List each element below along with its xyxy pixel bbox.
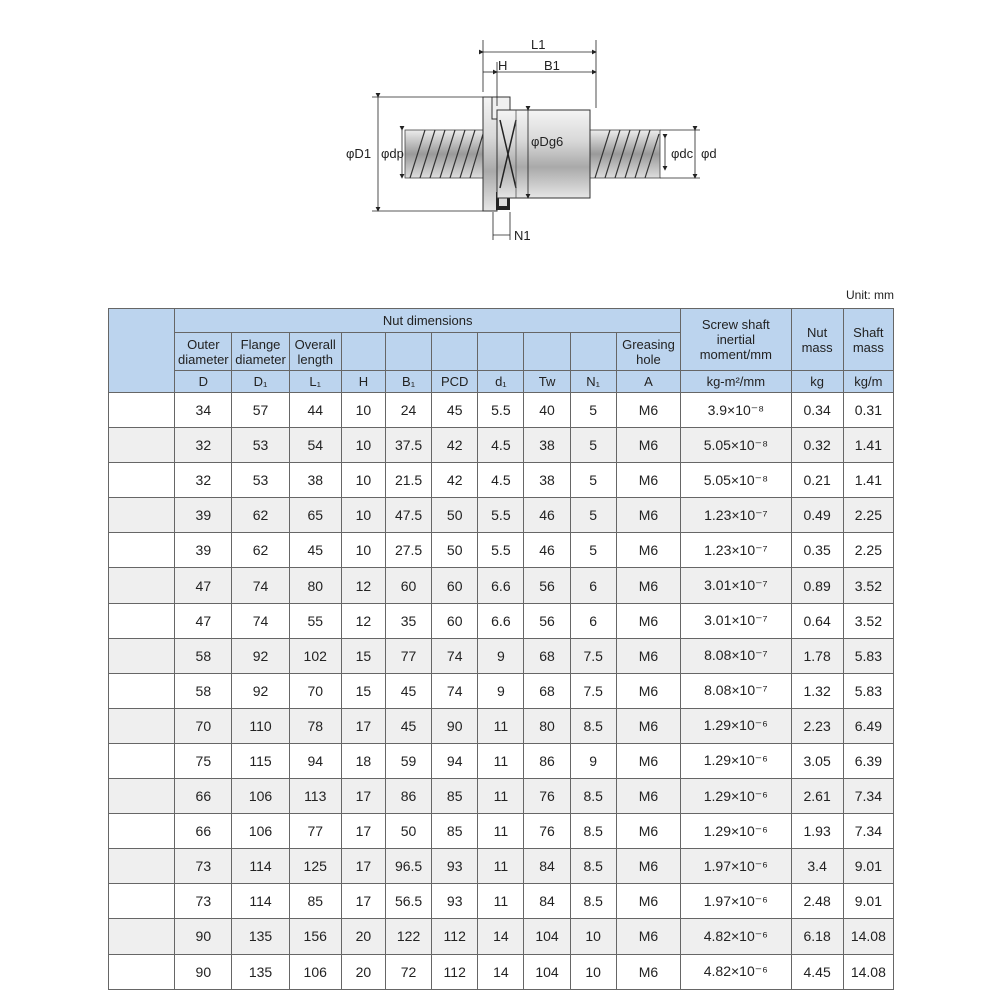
symbol-header-cell: Tw (524, 371, 570, 393)
screw-shaft-right (590, 130, 660, 178)
table-cell: 45 (385, 673, 431, 708)
table-cell: 114 (232, 849, 289, 884)
table-cell: 17 (341, 849, 385, 884)
table-cell: 14.08 (843, 954, 893, 989)
row-label-cell (109, 638, 175, 673)
table-cell: 7.34 (843, 814, 893, 849)
table-cell: 11 (478, 849, 524, 884)
table-cell: 45 (432, 393, 478, 428)
outer-diameter-header: Outer diameter (175, 333, 232, 371)
table-cell: 1.32 (791, 673, 843, 708)
table-cell: 40 (524, 393, 570, 428)
table-cell: 74 (232, 603, 289, 638)
table-cell: 8.08×10⁻⁷ (681, 638, 791, 673)
label-d: φd (701, 146, 717, 161)
table-cell: M6 (616, 533, 680, 568)
table-cell: 2.23 (791, 708, 843, 743)
table-cell: 37.5 (385, 428, 431, 463)
table-cell: 58 (175, 673, 232, 708)
table-cell: 14 (478, 919, 524, 954)
table-cell: 39 (175, 533, 232, 568)
table-cell: 1.29×10⁻⁶ (681, 708, 791, 743)
table-cell: 5.5 (478, 393, 524, 428)
table-cell: 15 (341, 638, 385, 673)
row-label-cell (109, 393, 175, 428)
table-cell: 8.5 (570, 814, 616, 849)
table-cell: 7.34 (843, 779, 893, 814)
table-cell: 45 (385, 708, 431, 743)
table-cell: 7.5 (570, 638, 616, 673)
table-cell: M6 (616, 498, 680, 533)
table-cell: 74 (432, 638, 478, 673)
table-cell: 3.52 (843, 568, 893, 603)
table-cell: 93 (432, 849, 478, 884)
table-cell: 1.29×10⁻⁶ (681, 814, 791, 849)
table-cell: 11 (478, 779, 524, 814)
table-cell: 11 (478, 884, 524, 919)
symbol-header-cell: kg-m²/mm (681, 371, 791, 393)
table-cell: M6 (616, 603, 680, 638)
table-cell: 44 (289, 393, 341, 428)
table-cell: 10 (570, 954, 616, 989)
table-cell: 1.78 (791, 638, 843, 673)
table-cell: 27.5 (385, 533, 431, 568)
table-cell: M6 (616, 919, 680, 954)
table-cell: 1.41 (843, 463, 893, 498)
table-cell: 9 (478, 638, 524, 673)
label-L1: L1 (531, 37, 546, 52)
table-cell: 76 (524, 779, 570, 814)
row-label-cell (109, 743, 175, 778)
table-cell: 110 (232, 708, 289, 743)
symbol-header-cell: kg (791, 371, 843, 393)
table-cell: 6 (570, 568, 616, 603)
table-cell: 14.08 (843, 919, 893, 954)
table-cell: 56 (524, 603, 570, 638)
table-cell: 85 (432, 814, 478, 849)
table-cell: 42 (432, 463, 478, 498)
table-cell: 4.82×10⁻⁶ (681, 954, 791, 989)
table-cell: 73 (175, 849, 232, 884)
table-cell: 85 (289, 884, 341, 919)
table-cell: 0.35 (791, 533, 843, 568)
label-N1: N1 (514, 228, 531, 243)
table-cell: 35 (385, 603, 431, 638)
table-cell: 68 (524, 673, 570, 708)
table-cell: M6 (616, 884, 680, 919)
table-cell: 1.29×10⁻⁶ (681, 743, 791, 778)
table-cell: M6 (616, 814, 680, 849)
table-cell: 12 (341, 603, 385, 638)
table-cell: 156 (289, 919, 341, 954)
table-cell: 94 (289, 743, 341, 778)
table-cell: 11 (478, 814, 524, 849)
table-cell: 1.23×10⁻⁷ (681, 533, 791, 568)
table-cell: 102 (289, 638, 341, 673)
table-row (109, 884, 894, 919)
table-row (109, 428, 894, 463)
table-cell: 94 (432, 743, 478, 778)
table-cell: 96.5 (385, 849, 431, 884)
table-cell: 0.64 (791, 603, 843, 638)
row-label-cell (109, 779, 175, 814)
row-label-cell (109, 463, 175, 498)
row-label-cell (109, 428, 175, 463)
table-cell: 77 (289, 814, 341, 849)
table-cell: 84 (524, 884, 570, 919)
table-cell: 66 (175, 814, 232, 849)
nut-dimensions-header: Nut dimensions (175, 309, 681, 333)
nut-body (497, 110, 590, 198)
table-row (109, 673, 894, 708)
table-cell: M6 (616, 393, 680, 428)
table-cell: 50 (432, 533, 478, 568)
table-cell: 45 (289, 533, 341, 568)
table-cell: 0.49 (791, 498, 843, 533)
flange-diameter-header: Flange diameter (232, 333, 289, 371)
table-cell: 84 (524, 849, 570, 884)
table-cell: 0.89 (791, 568, 843, 603)
table-cell: 56 (524, 568, 570, 603)
table-cell: 65 (289, 498, 341, 533)
table-cell: 1.93 (791, 814, 843, 849)
table-cell: 11 (478, 708, 524, 743)
table-cell: 90 (175, 954, 232, 989)
table-cell: 135 (232, 954, 289, 989)
table-cell: 38 (524, 463, 570, 498)
table-cell: 17 (341, 779, 385, 814)
table-cell: 3.52 (843, 603, 893, 638)
table-cell: 58 (175, 638, 232, 673)
table-cell: 32 (175, 428, 232, 463)
table-cell: 17 (341, 708, 385, 743)
table-cell: 92 (232, 638, 289, 673)
table-cell: 106 (232, 779, 289, 814)
table-cell: 6.18 (791, 919, 843, 954)
table-cell: 53 (232, 428, 289, 463)
table-cell: 122 (385, 919, 431, 954)
table-cell: 4.45 (791, 954, 843, 989)
table-cell: 8.5 (570, 708, 616, 743)
table-cell: 80 (524, 708, 570, 743)
table-cell: 50 (432, 498, 478, 533)
table-cell: 10 (341, 463, 385, 498)
table-cell: 1.23×10⁻⁷ (681, 498, 791, 533)
table-cell: 3.05 (791, 743, 843, 778)
table-cell: 17 (341, 884, 385, 919)
table-cell: 2.25 (843, 533, 893, 568)
table-cell: 6.39 (843, 743, 893, 778)
table-cell: M6 (616, 638, 680, 673)
table-cell: 73 (175, 884, 232, 919)
table-cell: 10 (570, 919, 616, 954)
table-cell: 86 (524, 743, 570, 778)
symbol-header-cell: PCD (432, 371, 478, 393)
row-label-cell (109, 954, 175, 989)
table-cell: 38 (524, 428, 570, 463)
shaft-mass-header: Shaft mass (843, 309, 893, 371)
table-cell: 20 (341, 919, 385, 954)
ball-screw-nut-drawing (0, 0, 1000, 280)
table-cell: 78 (289, 708, 341, 743)
screw-shaft-left (405, 130, 485, 178)
table-cell: 8.5 (570, 849, 616, 884)
table-cell: 15 (341, 673, 385, 708)
table-row (109, 638, 894, 673)
table-cell: 5.83 (843, 673, 893, 708)
table-cell: 77 (385, 638, 431, 673)
table-cell: 10 (341, 428, 385, 463)
table-cell: 113 (289, 779, 341, 814)
table-cell: 106 (289, 954, 341, 989)
table-cell: 115 (232, 743, 289, 778)
table-cell: 6.49 (843, 708, 893, 743)
table-cell: 68 (524, 638, 570, 673)
table-cell: 0.31 (843, 393, 893, 428)
table-cell: 9.01 (843, 884, 893, 919)
table-cell: 10 (341, 533, 385, 568)
row-label-cell (109, 708, 175, 743)
table-cell: 5.5 (478, 533, 524, 568)
inertial-moment-header: Screw shaft inertial moment/mm (681, 309, 791, 371)
table-row (109, 463, 894, 498)
table-cell: 2.61 (791, 779, 843, 814)
table-cell: 125 (289, 849, 341, 884)
row-label-cell (109, 673, 175, 708)
nut-mass-header: Nut mass (791, 309, 843, 371)
table-row (109, 568, 894, 603)
table-row (109, 603, 894, 638)
table-cell: M6 (616, 568, 680, 603)
overall-length-header: Overall length (289, 333, 341, 371)
table-cell: 60 (432, 603, 478, 638)
table-cell: 8.5 (570, 884, 616, 919)
table-row (109, 708, 894, 743)
table-cell: 5 (570, 428, 616, 463)
table-row (109, 779, 894, 814)
table-cell: 32 (175, 463, 232, 498)
table-cell: 66 (175, 779, 232, 814)
table-cell: 104 (524, 919, 570, 954)
table-cell: 70 (175, 708, 232, 743)
table-cell: 62 (232, 498, 289, 533)
table-row (109, 393, 894, 428)
table-cell: M6 (616, 743, 680, 778)
table-cell: M6 (616, 849, 680, 884)
blank-header-cell (109, 309, 175, 393)
table-row (109, 498, 894, 533)
table-cell: 5 (570, 463, 616, 498)
table-cell: M6 (616, 954, 680, 989)
table-cell: 6.6 (478, 603, 524, 638)
table-cell: 14 (478, 954, 524, 989)
table-cell: 112 (432, 919, 478, 954)
table-cell: 20 (341, 954, 385, 989)
table-cell: 46 (524, 533, 570, 568)
row-label-cell (109, 884, 175, 919)
symbol-header-cell: D (175, 371, 232, 393)
unit-label: Unit: mm (846, 288, 894, 302)
table-cell: 9 (478, 673, 524, 708)
table-cell: 62 (232, 533, 289, 568)
table-cell: 85 (432, 779, 478, 814)
table-cell: 57 (232, 393, 289, 428)
table-cell: 53 (232, 463, 289, 498)
table-cell: 1.29×10⁻⁶ (681, 779, 791, 814)
table-cell: 86 (385, 779, 431, 814)
table-row (109, 919, 894, 954)
table-cell: 90 (175, 919, 232, 954)
table-cell: 55 (289, 603, 341, 638)
table-cell: 50 (385, 814, 431, 849)
table-cell: 72 (385, 954, 431, 989)
table-cell: 74 (232, 568, 289, 603)
table-cell: 38 (289, 463, 341, 498)
symbol-header-cell: A (616, 371, 680, 393)
table-cell: 3.01×10⁻⁷ (681, 568, 791, 603)
table-cell: 5.05×10⁻⁸ (681, 428, 791, 463)
table-cell: M6 (616, 428, 680, 463)
row-label-cell (109, 849, 175, 884)
row-label-cell (109, 814, 175, 849)
table-cell: 47 (175, 603, 232, 638)
row-label-cell (109, 533, 175, 568)
greasing-hole-header: Greasing hole (616, 333, 680, 371)
table-cell: 2.48 (791, 884, 843, 919)
table-cell: 12 (341, 568, 385, 603)
table-cell: 3.01×10⁻⁷ (681, 603, 791, 638)
table-row (109, 814, 894, 849)
table-cell: 1.41 (843, 428, 893, 463)
table-cell: 5 (570, 393, 616, 428)
table-cell: M6 (616, 463, 680, 498)
table-cell: 3.9×10⁻⁸ (681, 393, 791, 428)
table-cell: 18 (341, 743, 385, 778)
table-row (109, 743, 894, 778)
row-label-cell (109, 568, 175, 603)
row-label-cell (109, 919, 175, 954)
label-Dg6: φDg6 (531, 134, 564, 149)
table-cell: 93 (432, 884, 478, 919)
row-label-cell (109, 498, 175, 533)
table-cell: 1.97×10⁻⁶ (681, 849, 791, 884)
table-cell: 0.21 (791, 463, 843, 498)
table-cell: 75 (175, 743, 232, 778)
table-cell: 76 (524, 814, 570, 849)
table-cell: 1.97×10⁻⁶ (681, 884, 791, 919)
table-cell: 5.83 (843, 638, 893, 673)
table-cell: 4.5 (478, 428, 524, 463)
table-cell: M6 (616, 673, 680, 708)
table-cell: M6 (616, 779, 680, 814)
table-cell: 135 (232, 919, 289, 954)
symbol-header-cell: L₁ (289, 371, 341, 393)
table-cell: 80 (289, 568, 341, 603)
table-cell: 46 (524, 498, 570, 533)
symbol-header-cell: D₁ (232, 371, 289, 393)
table-cell: 2.25 (843, 498, 893, 533)
table-cell: 9 (570, 743, 616, 778)
table-cell: 70 (289, 673, 341, 708)
table-row (109, 849, 894, 884)
table-cell: 90 (432, 708, 478, 743)
symbol-header-cell: B₁ (385, 371, 431, 393)
table-cell: 4.5 (478, 463, 524, 498)
table-cell: 11 (478, 743, 524, 778)
label-dc: φdc (671, 146, 694, 161)
table-cell: 8.08×10⁻⁷ (681, 673, 791, 708)
table-cell: 60 (385, 568, 431, 603)
table-cell: 9.01 (843, 849, 893, 884)
table-cell: M6 (616, 708, 680, 743)
table-cell: 3.4 (791, 849, 843, 884)
table-cell: 74 (432, 673, 478, 708)
table-cell: 21.5 (385, 463, 431, 498)
label-D1: φD1 (346, 146, 372, 161)
table-cell: 42 (432, 428, 478, 463)
table-cell: 54 (289, 428, 341, 463)
table-cell: 59 (385, 743, 431, 778)
table-cell: 47.5 (385, 498, 431, 533)
table-cell: 6.6 (478, 568, 524, 603)
row-label-cell (109, 603, 175, 638)
table-cell: 56.5 (385, 884, 431, 919)
table-cell: 92 (232, 673, 289, 708)
table-cell: 60 (432, 568, 478, 603)
table-row (109, 954, 894, 989)
label-H: H (498, 58, 508, 73)
table-cell: 10 (341, 498, 385, 533)
table-body (109, 393, 894, 990)
table-cell: 7.5 (570, 673, 616, 708)
table-cell: 17 (341, 814, 385, 849)
table-cell: 8.5 (570, 779, 616, 814)
table-cell: 10 (341, 393, 385, 428)
symbol-header-cell: kg/m (843, 371, 893, 393)
nut-dimensions-table (108, 308, 894, 990)
table-cell: 24 (385, 393, 431, 428)
table-cell: 5.05×10⁻⁸ (681, 463, 791, 498)
table-cell: 39 (175, 498, 232, 533)
table-cell: 114 (232, 884, 289, 919)
symbol-header-cell: N₁ (570, 371, 616, 393)
table-cell: 5 (570, 498, 616, 533)
table-cell: 5 (570, 533, 616, 568)
table-cell: 47 (175, 568, 232, 603)
label-B1: B1 (544, 58, 560, 73)
table-cell: 34 (175, 393, 232, 428)
table-cell: 0.34 (791, 393, 843, 428)
table-cell: 4.82×10⁻⁶ (681, 919, 791, 954)
symbol-header-cell: H (341, 371, 385, 393)
table-cell: 104 (524, 954, 570, 989)
table-row (109, 533, 894, 568)
table-cell: 106 (232, 814, 289, 849)
table-cell: 0.32 (791, 428, 843, 463)
symbol-header-cell: d₁ (478, 371, 524, 393)
table-cell: 6 (570, 603, 616, 638)
table-cell: 5.5 (478, 498, 524, 533)
label-dp: φdp (381, 146, 404, 161)
table-cell: 112 (432, 954, 478, 989)
